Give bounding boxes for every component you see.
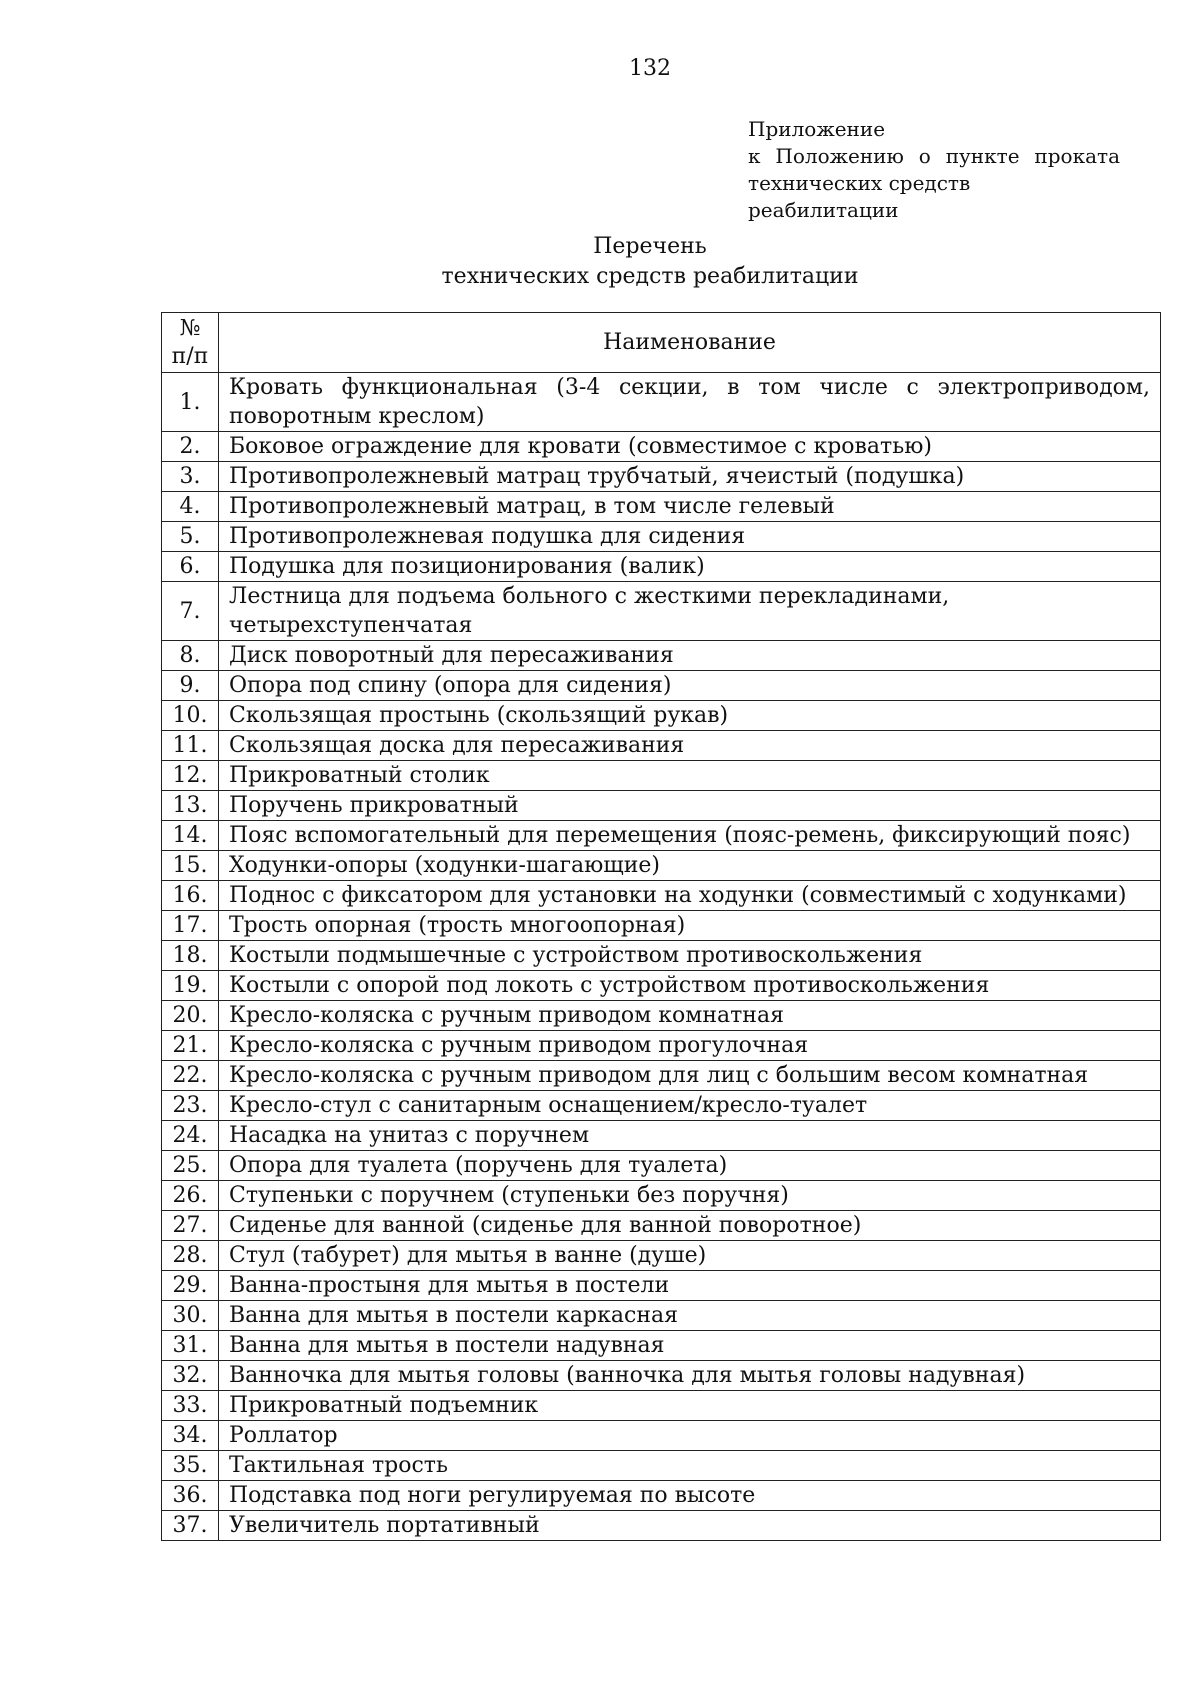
row-number: 27. [162,1211,219,1241]
row-number: 25. [162,1151,219,1181]
table-row [162,1271,1161,1301]
row-name: Ванночка для мытья головы (ванночка для мытья головы надувная) [219,1361,1161,1391]
row-number: 30. [162,1301,219,1331]
row-name: Пояс вспомогательный для перемещения (пояс-ремень, фиксирующий пояс) [219,821,1161,851]
appendix-note [748,116,1120,224]
row-number: 2. [162,432,219,462]
table-row [162,1061,1161,1091]
document-title [0,232,1200,292]
row-number: 15. [162,851,219,881]
page-number: 132 [629,56,671,81]
table-row [162,881,1161,911]
row-name: Кресло-стул с санитарным оснащением/кресло-туалет [219,1091,1161,1121]
appendix-line-1: Приложение [748,117,886,141]
row-name: Ванна для мытья в постели каркасная [219,1301,1161,1331]
row-number: 3. [162,462,219,492]
row-name: Поднос с фиксатором для установки на ходунки (совместимый с ходунками) [219,881,1161,911]
row-name: Ходунки-опоры (ходунки-шагающие) [219,851,1161,881]
row-name: Ванна для мытья в постели надувная [219,1331,1161,1361]
row-number: 28. [162,1241,219,1271]
items-table [161,312,1161,1541]
table-row [162,1121,1161,1151]
row-number: 21. [162,1031,219,1061]
table-row [162,1211,1161,1241]
row-number: 24. [162,1121,219,1151]
row-number: 26. [162,1181,219,1211]
table-row [162,522,1161,552]
table-row [162,821,1161,851]
table-row [162,911,1161,941]
row-number: 29. [162,1271,219,1301]
row-name: Поручень прикроватный [219,791,1161,821]
row-name: Подушка для позиционирования (валик) [219,552,1161,582]
row-name: Опора для туалета (поручень для туалета) [219,1151,1161,1181]
row-number: 22. [162,1061,219,1091]
row-name: Лестница для подъема больного с жесткими перекладинами, четырехступенчатая [219,582,1161,641]
document-title-line-2: технических средств реабилитации [441,264,859,289]
table-row [162,791,1161,821]
table-row [162,701,1161,731]
row-name: Насадка на унитаз с поручнем [219,1121,1161,1151]
row-name: Ванна-простыня для мытья в постели [219,1271,1161,1301]
row-name: Роллатор [219,1421,1161,1451]
header-number-line-1: № [179,315,201,341]
row-number: 4. [162,492,219,522]
row-name: Кровать функциональная (3-4 секции, в том числе с электроприводом, поворотным креслом) [219,373,1161,432]
table-row [162,1241,1161,1271]
row-number: 18. [162,941,219,971]
table-row [162,373,1161,432]
row-name: Кресло-коляска с ручным приводом комнатная [219,1001,1161,1031]
row-name: Костыли подмышечные с устройством противоскольжения [219,941,1161,971]
table-row [162,1511,1161,1541]
row-number: 12. [162,761,219,791]
table-row [162,671,1161,701]
table-row [162,971,1161,1001]
table-row [162,1421,1161,1451]
row-name: Прикроватный подъемник [219,1391,1161,1421]
row-name: Увеличитель портативный [219,1511,1161,1541]
row-name: Боковое ограждение для кровати (совместимое с кроватью) [219,432,1161,462]
row-number: 17. [162,911,219,941]
document-title-line-1: Перечень [593,234,707,259]
row-name: Подставка под ноги регулируемая по высоте [219,1481,1161,1511]
row-name: Опора под спину (опора для сидения) [219,671,1161,701]
row-name: Сиденье для ванной (сиденье для ванной поворотное) [219,1211,1161,1241]
table-row [162,1331,1161,1361]
row-number: 1. [162,373,219,432]
header-number [162,313,219,373]
table-header-row [162,313,1161,373]
row-number: 31. [162,1331,219,1361]
row-name: Противопролежневый матрац, в том числе гелевый [219,492,1161,522]
row-name: Стул (табурет) для мытья в ванне (душе) [219,1241,1161,1271]
row-number: 32. [162,1361,219,1391]
table-row [162,1481,1161,1511]
table-row [162,761,1161,791]
row-number: 13. [162,791,219,821]
row-name: Прикроватный столик [219,761,1161,791]
table-row [162,552,1161,582]
header-name: Наименование [219,313,1161,373]
table-row [162,462,1161,492]
header-number-line-2: п/п [171,343,209,369]
row-number: 34. [162,1421,219,1451]
table-row [162,582,1161,641]
row-name: Противопролежневая подушка для сидения [219,522,1161,552]
table-row [162,851,1161,881]
table-row [162,941,1161,971]
row-number: 5. [162,522,219,552]
table-row [162,1031,1161,1061]
row-number: 33. [162,1391,219,1421]
table-row [162,1001,1161,1031]
row-name: Тактильная трость [219,1451,1161,1481]
row-number: 11. [162,731,219,761]
row-name: Ступеньки с поручнем (ступеньки без поручня) [219,1181,1161,1211]
row-name: Скользящая простынь (скользящий рукав) [219,701,1161,731]
table-row [162,731,1161,761]
row-name: Кресло-коляска с ручным приводом прогулочная [219,1031,1161,1061]
table-row [162,1181,1161,1211]
row-name: Диск поворотный для пересаживания [219,641,1161,671]
row-number: 7. [162,582,219,641]
row-number: 16. [162,881,219,911]
row-number: 35. [162,1451,219,1481]
table-row [162,1451,1161,1481]
row-number: 23. [162,1091,219,1121]
table-row [162,1361,1161,1391]
row-number: 36. [162,1481,219,1511]
row-number: 19. [162,971,219,1001]
row-name: Скользящая доска для пересаживания [219,731,1161,761]
row-name: Костыли с опорой под локоть с устройством противоскольжения [219,971,1161,1001]
row-number: 6. [162,552,219,582]
row-name: Противопролежневый матрац трубчатый, ячеистый (подушка) [219,462,1161,492]
row-number: 10. [162,701,219,731]
table-row [162,492,1161,522]
appendix-line-3: технических средств реабилитации [748,171,971,222]
appendix-line-2: к Положению о пункте проката [748,144,1120,168]
table-row [162,1151,1161,1181]
row-number: 37. [162,1511,219,1541]
table-row [162,641,1161,671]
row-number: 8. [162,641,219,671]
table-row [162,1391,1161,1421]
table-row [162,1091,1161,1121]
row-number: 20. [162,1001,219,1031]
row-number: 9. [162,671,219,701]
row-name: Кресло-коляска с ручным приводом для лиц с большим весом комнатная [219,1061,1161,1091]
table-row [162,1301,1161,1331]
table-row [162,432,1161,462]
row-name: Трость опорная (трость многоопорная) [219,911,1161,941]
row-number: 14. [162,821,219,851]
